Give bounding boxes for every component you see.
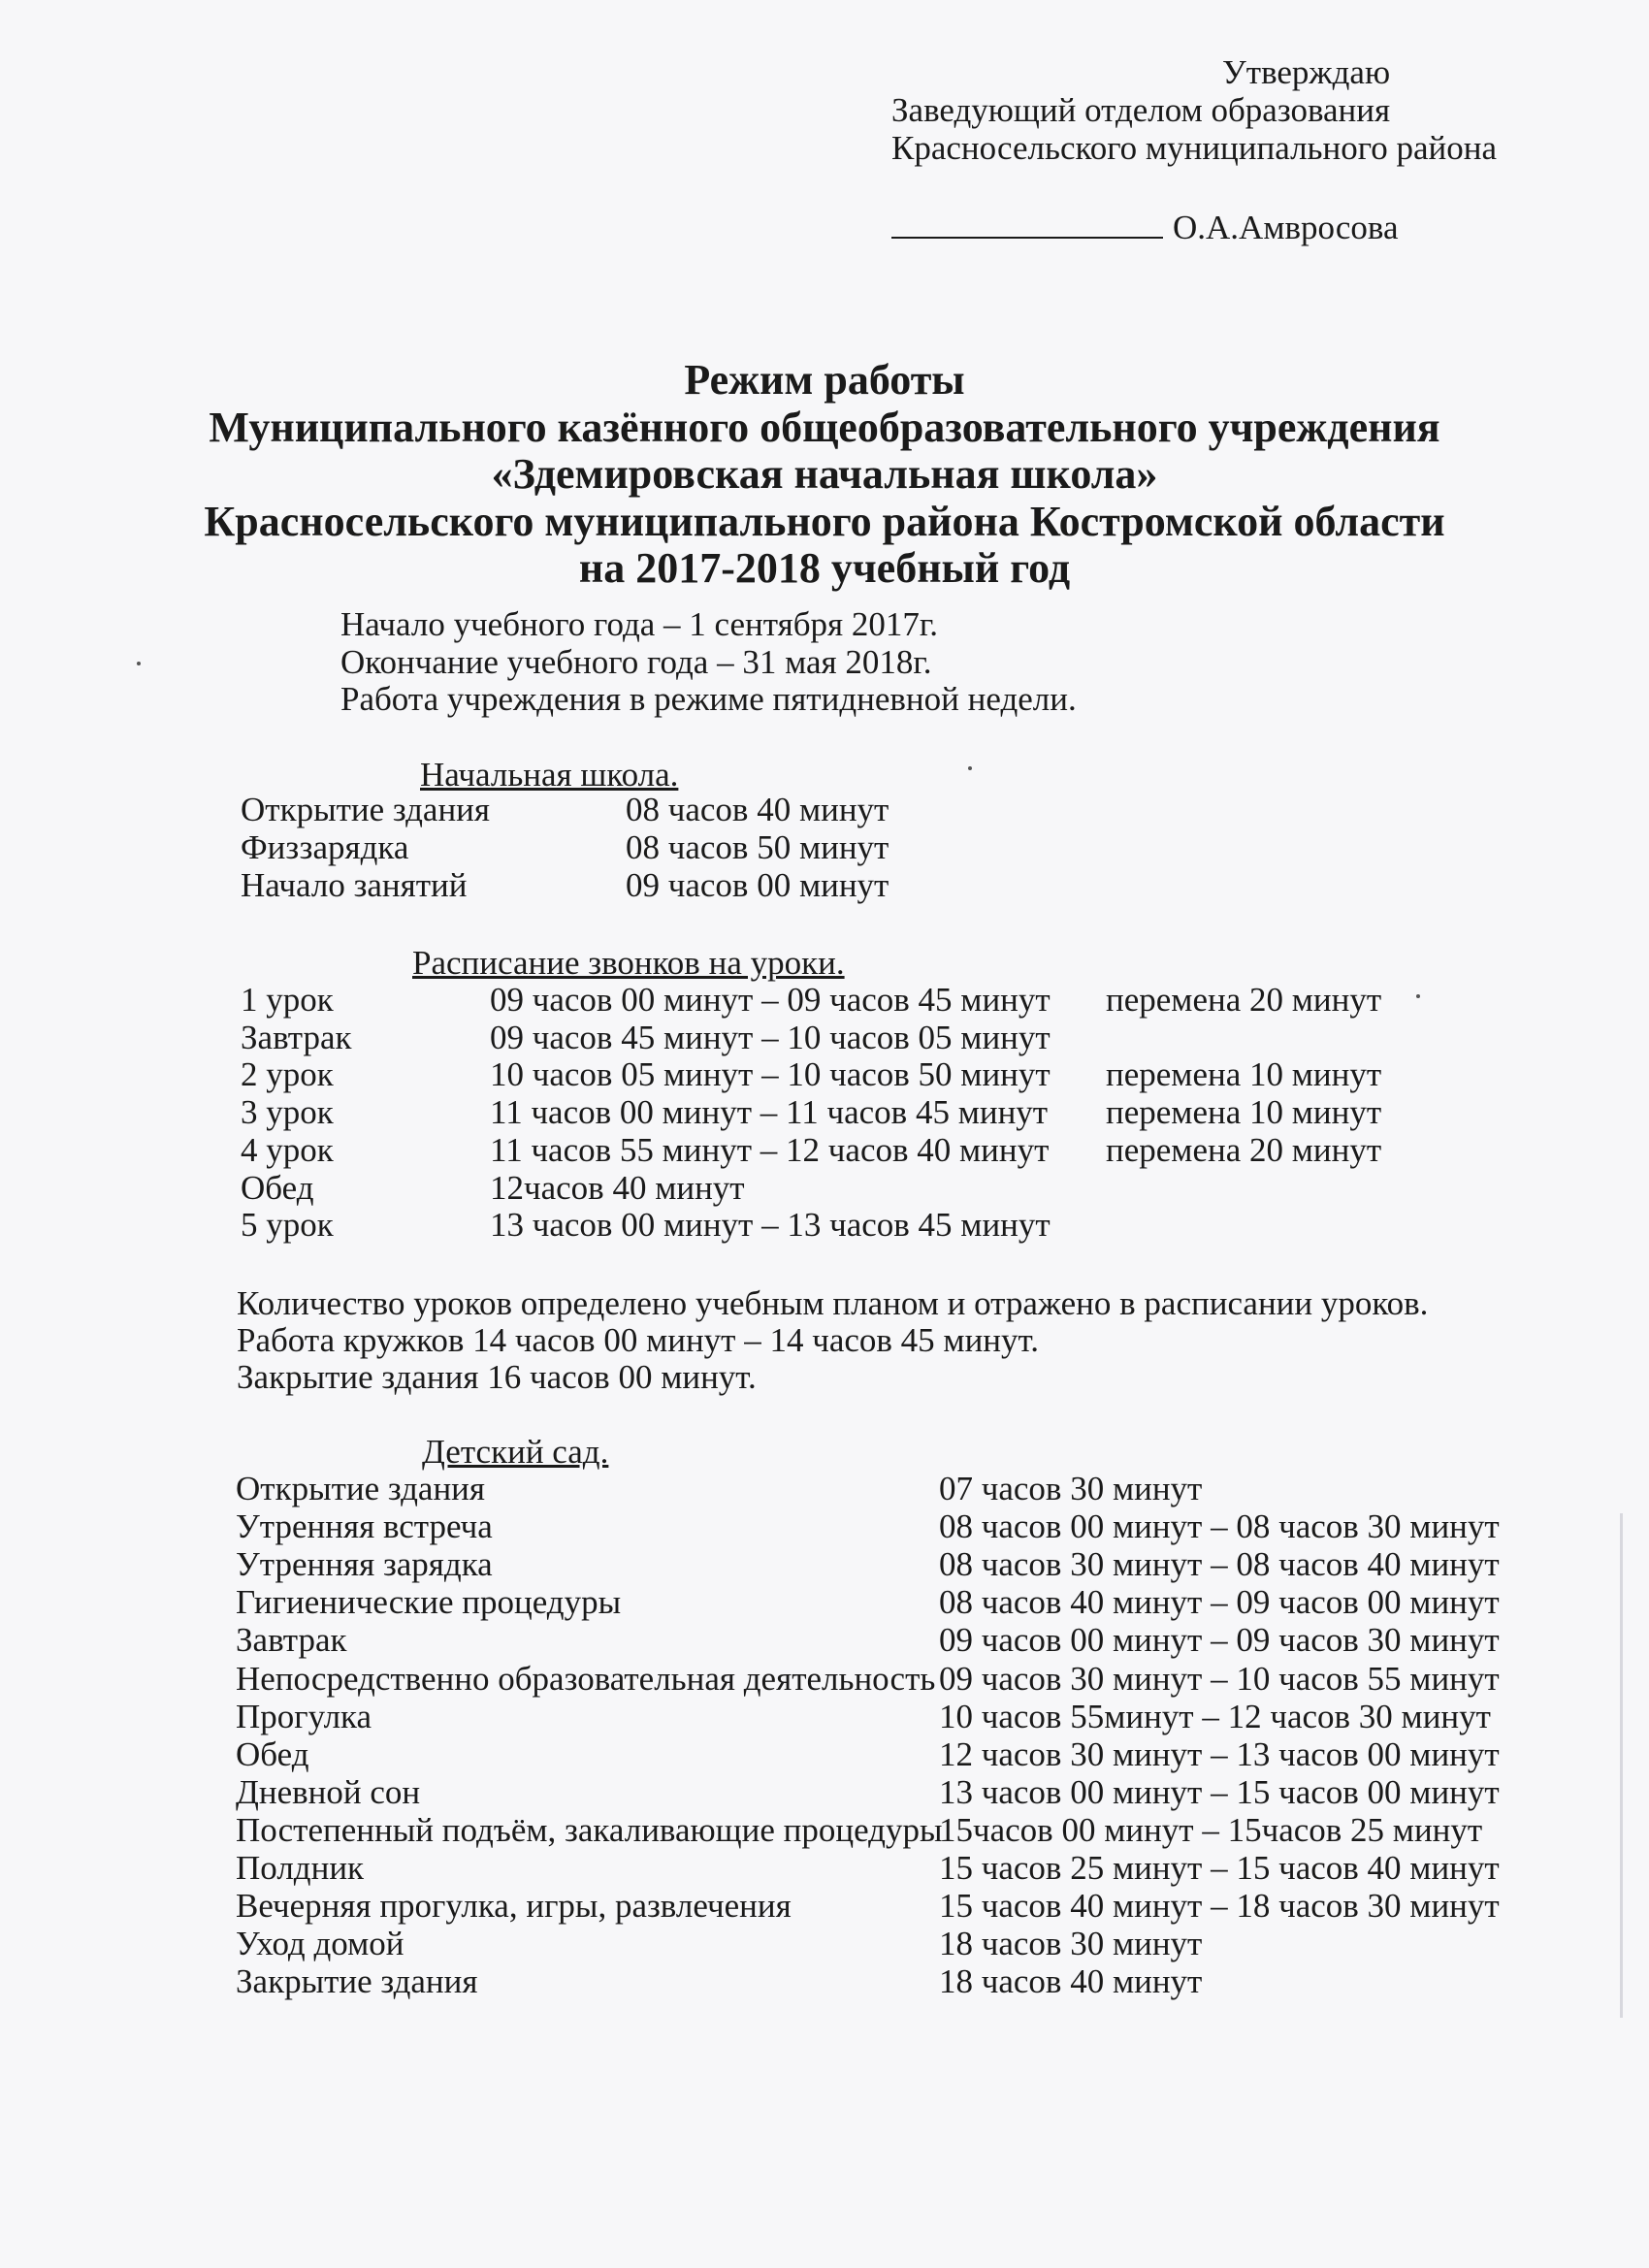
signature-line [891,208,1163,239]
schedule-label: Начало занятий [241,866,468,904]
kindergarten-time: 13 часов 00 минут – 15 часов 00 минут [939,1772,1500,1811]
document-title [0,357,1649,593]
kindergarten-label: Вечерняя прогулка, игры, развлечения [236,1887,792,1926]
kindergarten-label: Непосредственно образовательная деятельность [236,1659,936,1698]
title-line-2: Муниципального казённого общеобразовательного учреждения [209,403,1440,451]
bell-time: 09 часов 45 минут – 10 часов 05 минут [490,1018,1051,1056]
bell-label: 5 урок [241,1206,334,1245]
approval-line-1: Утверждаю [1222,53,1391,91]
bell-break: перемена 10 минут [1106,1093,1382,1132]
kindergarten-time: 15 часов 40 минут – 18 часов 30 минут [939,1887,1500,1926]
bell-time: 11 часов 55 минут – 12 часов 40 минут [490,1130,1050,1169]
title-line-1: Режим работы [684,356,965,404]
kindergarten-label: Постепенный подъём, закаливающие процедуры [236,1810,943,1849]
kindergarten-label: Дневной сон [236,1772,421,1811]
kindergarten-time: 07 часов 30 минут [939,1470,1203,1507]
bell-time: 12часов 40 минут [490,1168,745,1207]
clubs-note: Работа кружков 14 часов 00 минут – 14 часов 45 минут. [237,1321,1039,1359]
kindergarten-time: 09 часов 30 минут – 10 часов 55 минут [939,1659,1500,1698]
title-line-5: на 2017-2018 учебный год [578,544,1071,592]
bell-schedule-heading: Расписание звонков на уроки. [412,944,845,982]
approval-line-3: Красносельского муниципального района [891,129,1498,167]
bell-break: перемена 20 минут [1106,1130,1382,1169]
scan-speck [968,766,972,770]
bell-label: 3 урок [241,1093,334,1132]
kindergarten-time: 15 часов 25 минут – 15 часов 40 минут [939,1849,1500,1887]
scan-edge-shadow [1620,1513,1623,2018]
kindergarten-time: 12 часов 30 минут – 13 часов 00 минут [939,1734,1500,1773]
approval-signer: О.А.Амвросова [1173,209,1399,246]
bell-label: 4 урок [241,1130,334,1169]
kindergarten-time: 08 часов 00 минут – 08 часов 30 минут [939,1507,1500,1546]
scan-speck [137,662,141,665]
schedule-time: 09 часов 00 минут [626,866,889,904]
kindergarten-label: Полдник [236,1849,365,1887]
primary-school-heading: Начальная школа. [420,756,679,794]
schedule-label: Открытие здания [241,791,490,828]
kindergarten-time: 08 часов 40 минут – 09 часов 00 минут [939,1583,1500,1622]
kindergarten-label: Утренняя встреча [236,1507,493,1546]
bell-break: перемена 20 минут [1106,981,1382,1019]
approval-signature [891,208,1399,246]
lessons-note: Количество уроков определено учебным планом и отражено в расписании уроков. [237,1284,1429,1322]
schedule-label: Физзарядка [241,828,409,866]
kindergarten-label: Утренняя зарядка [236,1545,493,1584]
bell-label: 2 урок [241,1055,334,1094]
bell-label: Обед [241,1168,314,1207]
bell-time: 09 часов 00 минут – 09 часов 45 минут [490,981,1051,1019]
kindergarten-time: 18 часов 40 минут [939,1962,1203,2001]
scan-speck [1416,994,1420,998]
bell-time: 13 часов 00 минут – 13 часов 45 минут [490,1206,1051,1245]
approval-line-2: Заведующий отделом образования [891,91,1391,129]
kindergarten-time: 08 часов 30 минут – 08 часов 40 минут [939,1545,1500,1584]
kindergarten-label: Обед [236,1734,309,1773]
closing-note: Закрытие здания 16 часов 00 минут. [237,1358,757,1396]
kindergarten-label: Уход домой [236,1925,404,1963]
bell-time: 10 часов 05 минут – 10 часов 50 минут [490,1055,1051,1094]
work-mode: Работа учреждения в режиме пятидневной недели. [340,680,1077,718]
bell-label: 1 урок [241,981,334,1019]
kindergarten-label: Прогулка [236,1697,372,1735]
kindergarten-label: Гигиенические процедуры [236,1583,622,1622]
schedule-time: 08 часов 50 минут [626,828,889,866]
kindergarten-label: Завтрак [236,1621,347,1660]
school-year-start: Начало учебного года – 1 сентября 2017г. [340,605,939,643]
bell-time: 11 часов 00 минут – 11 часов 45 минут [490,1093,1049,1132]
kindergarten-label: Закрытие здания [236,1962,478,2001]
kindergarten-time: 18 часов 30 минут [939,1925,1203,1963]
schedule-time: 08 часов 40 минут [626,791,889,828]
title-line-3: «Здемировская начальная школа» [491,450,1158,498]
kindergarten-time: 10 часов 55минут – 12 часов 30 минут [939,1697,1491,1735]
school-year-end: Окончание учебного года – 31 мая 2018г. [340,643,932,681]
bell-break: перемена 10 минут [1106,1055,1382,1094]
title-line-4: Красносельского муниципального района Костромской области [204,497,1445,545]
bell-label: Завтрак [241,1018,352,1056]
kindergarten-time: 15часов 00 минут – 15часов 25 минут [939,1810,1483,1849]
kindergarten-time: 09 часов 00 минут – 09 часов 30 минут [939,1621,1500,1660]
kindergarten-label: Открытие здания [236,1470,485,1507]
kindergarten-heading: Детский сад. [422,1433,609,1471]
